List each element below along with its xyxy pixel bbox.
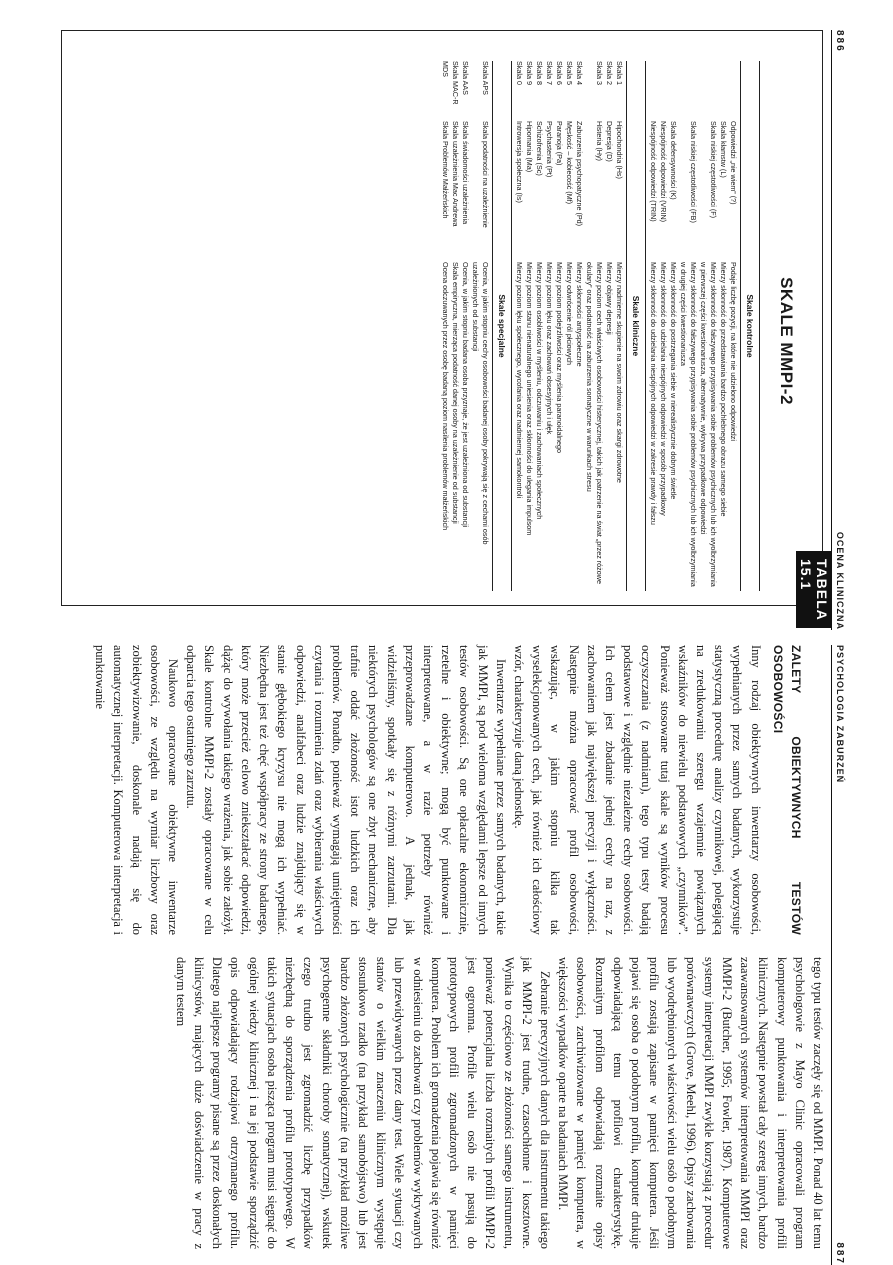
table-cell-c2: Skala niskiej częstotliwości (FB)	[689, 121, 698, 223]
table-row	[514, 61, 524, 591]
table-row	[470, 61, 490, 591]
table-cell-c1	[648, 61, 658, 121]
top-running-title: OCENA KLINICZNA	[835, 531, 845, 630]
table-cell-c3: Mierzy skłonności antyspołeczne	[575, 262, 584, 367]
section-heading: ZALETY OBIEKTYWNYCH TESTÓW OSOBOWOŚCI	[770, 645, 803, 935]
special-rows	[440, 61, 490, 591]
table-cell-c2: Skala podatności na uzależnienie	[481, 121, 490, 228]
table-cell-c3: Mierzy poziom cech właściwych osobowości histerycznej, takich jak patrzenie na świat „przez różowe okulary” oraz podatność na zaburzenia somatyczne w warunkach stresu	[585, 262, 604, 584]
left-page	[15, 30, 845, 630]
clinical-rows	[514, 61, 624, 591]
table-cell-c1: Skala 9	[525, 61, 534, 85]
bottom-rule	[831, 645, 832, 1265]
top-running-head	[834, 30, 845, 630]
paragraph: Inwentarze wypełniane przez samych badanych, takie jak MMPI, są pod wieloma względami lepsze od innych testów osobowości. Są one opłacalne ekonomicznie, rzetelne i obiektywne; mogą być punktowane i interpretowane, a w razie potrzeby również przeprowadzane komputerowo. A jednak, jak widzieliśmy, spotkały się z różnymi zarzutami. Dla niektórych psychologów są one zbyt mechaniczne, aby trafnie oddać złożoność istot ludzkich oraz ich problemów. Ponadto, ponieważ wymagają umiejętności czytania i rozumienia zdań oraz wybierania właściwych odpowiedzi, analfabeci oraz ludzie znajdujący się w stanie głębokiego kryzysu nie mogą ich wypełniać. Niezbędna jest też chęć współpracy ze strony badanego, który może przecież celowo zniekształcać odpowiedzi, dążąc do wywołania takiego wrażenia, jak sobie założył. Skale kontrolne MMPI-2 zostały opracowane w celu odparcia tego ostatniego zarzutu.	[184, 645, 508, 935]
table-cell-c3: Ocenia, w jakim stopniu cechy osobowości badanej osoby pokrywają się z cechami osób uzależnionych od substancji	[471, 262, 490, 545]
top-rule	[831, 30, 832, 630]
table-cell-c2: Skala niskiej częstotliwości (F)	[709, 121, 718, 219]
table-cell-c1: Skala 4	[575, 61, 584, 85]
table-cell-c1: Skala 3	[595, 61, 604, 85]
table-cell-c1	[718, 61, 728, 121]
table-cell-c2: Skala uzależnienia Mac Andrewa	[451, 121, 460, 227]
table-cell-c3: Mierzy poziom lęku społecznego, wycofania oraz nadmiernej samokontroli	[515, 262, 524, 499]
table-cell-c3: Mierzy skłonność do fałszywego przypisywania sobie problemów psychicznych lub ich wyolbrzymiania w drugiej części kwestionariusza	[679, 262, 698, 587]
table-cell-c3: Mierzy skłonność do postrzegania siebie w nierealistycznie dobrym świetle	[669, 262, 678, 500]
special-heading: Skale specjalne	[497, 294, 507, 358]
table-row	[544, 61, 554, 591]
table-row	[668, 61, 678, 591]
table-row	[440, 61, 450, 591]
table-title: SKALE MMPI-2	[777, 277, 796, 405]
table-row	[698, 61, 718, 591]
table-cell-c3: Podaje liczbę pozycji, na które nie udzielono odpowiedzi	[729, 262, 738, 441]
table-row	[450, 61, 460, 591]
table-cell-c3: Mierzy odwrócenie ról płciowych	[565, 262, 574, 366]
table-cell-c2: Hipomania (Ma)	[525, 121, 534, 173]
table-row	[524, 61, 534, 591]
table-frame	[61, 30, 830, 621]
table-row	[604, 61, 614, 591]
right-page	[15, 645, 845, 1265]
table-cell-c3: Mierzy poziom lęku oraz zachowań obsesyjnych i ułęk	[545, 262, 554, 435]
table-row	[678, 61, 698, 591]
right-text-column	[172, 957, 827, 1249]
table-cell-c2: Skala defensywności (K)	[669, 121, 678, 200]
table-cell-c3: Mierzy skłonność do przedstawiania bardzo pochlebnego obrazu samego siebie	[719, 262, 728, 517]
table-cell-c2: Niespójność odpowiedzi (TRIN)	[649, 121, 658, 222]
table-cell-c1: Skala 1	[615, 61, 624, 85]
table-cell-c1: Skala 2	[605, 61, 614, 85]
table-cell-c2: Skala świadomości uzależnienia	[461, 121, 470, 225]
table-cell-c1	[678, 61, 698, 121]
table-cell-c3: Ocenia, w jakim stopniu badana osoba przyznaje, że jest uzależniona od substancji	[461, 262, 470, 528]
table-cell-c2: Depresja (D)	[605, 121, 614, 162]
table-cell-c3: Mierzy poziom podejrzliwości oraz myślenia paranoidalnego	[555, 262, 564, 453]
table-cell-c1: Skala 5	[565, 61, 574, 85]
table-cell-c3: Mierzy skłonność do udzielania niespójnych odpowiedzi w sposób przypadkowy	[659, 262, 668, 516]
table-cell-c1: Skala 7	[545, 61, 554, 85]
table-cell-c1	[728, 61, 738, 121]
table-cell-c1: Skala 0	[515, 61, 524, 85]
table-cell-c2: Psychastenia (Pt)	[545, 121, 554, 178]
bottom-running-head	[834, 645, 845, 1265]
table-cell-c1	[698, 61, 718, 121]
table-cell-c3: Mierzy poziom stanu nienaturalnego uniesienia oraz skłonności do ulegania impulsom	[525, 262, 534, 536]
table-row	[614, 61, 624, 591]
table-cell-c2: Hipochondria (Hs)	[615, 121, 624, 179]
clinical-heading: Skale kliniczne	[631, 295, 641, 357]
table-cell-c1: Skala MAC-R	[451, 61, 460, 105]
table-cell-c3: Mierzy poziom osobliwości w myśleniu, odczuwaniu i zachowaniach społecznych	[535, 262, 544, 520]
table-cell-c2: Paranoja (Pa)	[555, 121, 564, 166]
table-row	[460, 61, 470, 591]
control-heading: Skale kontrolne	[745, 294, 755, 358]
paragraph: Inny rodzaj obiektywnych inwentarzy osobowości, wypełnianych przez samych badanych, wykorzystuje statystyczną procedurę analizy czynnikowej, polegającą na zredukowaniu szeregu wzajemnie powiązanych wskaźników do niewielu podstawowych „czynników”. Ponieważ stosowane tutaj skale są wyników procesu oczyszczania (z nadmiaru), tego typu testy badają podstawowe i względnie niezależne cechy osobowości. Ich celem jest zbadanie jednej cechy na raz, z zachowaniem jak największej precyzji i wyłączności. Następnie można opracować profil osobowości, wskazując, w jakim stopniu kilka tak wyselekcjonowanych cech, jak również ich całościowy wzór, charakteryzuje daną jednostkę.	[511, 645, 763, 935]
table-cell-c1	[668, 61, 678, 121]
table-cell-c2: Introwersja społeczna (Is)	[515, 121, 524, 203]
table-row	[648, 61, 658, 591]
control-rows	[648, 61, 738, 591]
top-page-number: 886	[834, 30, 845, 53]
bottom-page-number: 887	[834, 1242, 845, 1265]
table-row	[564, 61, 574, 591]
table-row	[658, 61, 668, 591]
table-row	[554, 61, 564, 591]
table-cell-c1: Skala APS	[481, 61, 490, 95]
table-cell-c2: Niespójność odpowiedzi (VRIN)	[659, 121, 668, 223]
table-cell-c2: Zaburzenia psychopatyczne (Pd)	[575, 121, 584, 227]
table-cell-c3: Skala empiryczna, mierząca podatność danej osoby na uzależnienie od substancji	[451, 262, 460, 524]
table-row	[584, 61, 604, 591]
table-cell-c2: Skala kłamstw (L)	[719, 121, 728, 178]
table-row	[574, 61, 584, 591]
paragraph: Zebranie precyzyjnych danych dla instrumentu takiego jak MMPI-2 jest trudne, czasochłonne i kosztowne. Wynika to częściowo ze złożoności samego instrumentu, ponieważ potencjalna liczba rozmaitych profili MMPI-2 jest ogromna. Profile wielu osób nie pasują do prototypowych profili zgromadzonych w pamięci komputera. Problem ich gromadzenia pojawia się również w odniesieniu do zachowań czy problemów wykrywanych lub przewidywanych przez dany test. Wiele sytuacji czy stanów o wielkim znaczeniu klinicznym występuje stosunkowo rzadko (na przykład samobójstwo) lub jest bardzo złożonych psychologicznie (na przykład możliwe psychogenne składniki choroby somatycznej), wskutek czego trudno jest zgromadzić liczbę przypadków niezbędną do sporządzenia profilu prototypowego. W takich sytuacjach osoba pisząca program musi sięgnąć do ogólnej wiedzy klinicznej i na jej podstawie sporządzić opis odpowiadający rodzajowi otrzymanego profilu. Dlatego najlepsze programy pisane są przez doskonałych klinicystów, mających duże doświadczenie w pracy z danym testem	[173, 957, 552, 1249]
table-cell-c1: MDS	[441, 61, 450, 77]
table-cell-c1: Skala AAS	[461, 61, 470, 95]
table-cell-c3: Ocena odczuwanych przez osobę badaną poziom nasilenia problemów małżeńskich	[441, 262, 450, 531]
table-cell-c3: Mierzy skłonność do udzielania niespójnych odpowiedzi w zakresie prawdy i fałszu	[649, 262, 658, 525]
bottom-running-title: PSYCHOLOGIA ZABURZEŃ	[835, 645, 845, 784]
paragraph: tego typu testów zaczęły się od MMPI. Ponad 40 lat temu psychologowie z Mayo Clinic opracowali program komputerowy punktowania i interpretowania profili klinicznych. Następnie powstał cały szereg innych, bardzo zaawansowanych systemów interpretowania MMPI oraz MMPI-2 (Butcher, 1995; Fowler, 1987). Komputerowe systemy interpretacji MMPI zwykle korzystają z procedur porównawczych (Grove, Meehl, 1996). Opisy zachowania lub wyodrębnionych właściwości wielu osób o podobnym profilu zostają zapisane w pamięci komputera. Jeśli pojawi się osoba o podobnym profilu, komputer drukuje odpowiadającą temu profilowi charakterystykę. Rozmaitym profilom odpowiadają rozmaite opisy osobowości, zarchiwizowane w pamięci komputera, w większości wypadków oparte na badaniach MMPI.	[556, 957, 825, 1249]
table-cell-c3: Mierzy skłonność do fałszywego przypisywania sobie problemów psychicznych lub ich wyolbrzymiania w pierwszej części kwestionariusza, alternatywnie, wykrywa przypadkowe odpowiedzi	[699, 262, 718, 587]
table-cell-c2: Skala Problemów Małżeńskich	[441, 121, 450, 219]
paragraph: Naukowo opracowane obiektywne inwentarze osobowości, ze względu na wymiar liczbowy oraz zobiektywizowanie, doskonale nadają się do automatycznej interpretacji. Komputerowa interpretacja i punktowanie	[93, 645, 181, 935]
table-cell-c2: Odpowiedzi „nie wiem” (?)	[729, 121, 738, 205]
table-cell-c1: Skala 8	[535, 61, 544, 85]
table-row	[534, 61, 544, 591]
table-cell-c1: Skala 6	[555, 61, 564, 85]
table-cell-c1	[658, 61, 668, 121]
mmpi-table	[440, 61, 762, 591]
table-label: TABELA 15.1	[796, 551, 832, 628]
table-cell-c2: Męskość – kobiecość (Mf)	[565, 121, 574, 205]
table-cell-c2: Schizofrenia (Sc)	[535, 121, 544, 176]
table-cell-c3: Mierzy objawy depresji	[605, 262, 614, 335]
table-cell-c3: Mierzy nadmierne skupienie na swoim zdrowiu oraz skargi zdrowotne	[615, 262, 624, 483]
table-cell-c2: Histeria (Hy)	[595, 121, 604, 161]
table-row	[718, 61, 728, 591]
left-text-column	[91, 645, 805, 935]
table-row	[728, 61, 738, 591]
